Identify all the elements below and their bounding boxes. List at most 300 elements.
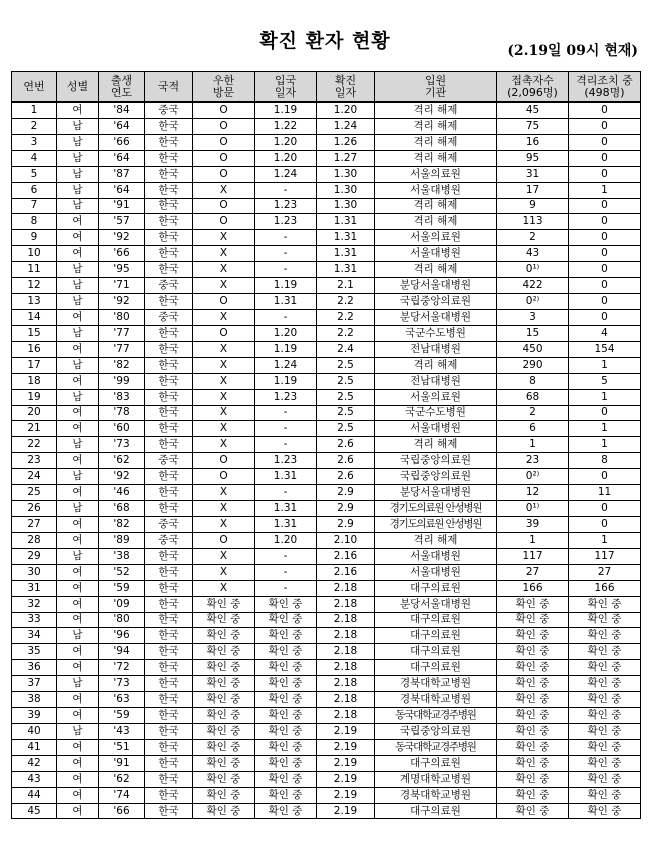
cell-entry-date: 확인 중 bbox=[255, 708, 317, 724]
cell-birth-year: '64 bbox=[99, 118, 145, 134]
cell-quarantine: 27 bbox=[569, 564, 641, 580]
cell-birth-year: '66 bbox=[99, 134, 145, 150]
cell-entry-date: - bbox=[255, 564, 317, 580]
cell-quarantine: 0 bbox=[569, 230, 641, 246]
cell-contacts: 31 bbox=[497, 166, 569, 182]
cell-sex: 여 bbox=[57, 564, 99, 580]
header-no: 연번 bbox=[12, 72, 57, 103]
cell-no: 30 bbox=[12, 564, 57, 580]
cell-sex: 남 bbox=[57, 357, 99, 373]
table-row bbox=[12, 166, 641, 182]
cell-quarantine: 1 bbox=[569, 532, 641, 548]
cell-wuhan-visit: 확인 중 bbox=[193, 723, 255, 739]
cell-quarantine: 1 bbox=[569, 389, 641, 405]
cell-sex: 여 bbox=[57, 102, 99, 118]
cell-no: 14 bbox=[12, 309, 57, 325]
cell-sex: 여 bbox=[57, 230, 99, 246]
cell-birth-year: '94 bbox=[99, 644, 145, 660]
cell-hospital: 서울대병원 bbox=[375, 421, 497, 437]
cell-birth-year: '72 bbox=[99, 660, 145, 676]
cell-entry-date: 1.23 bbox=[255, 453, 317, 469]
cell-no: 3 bbox=[12, 134, 57, 150]
cell-sex: 여 bbox=[57, 660, 99, 676]
cell-entry-date: 확인 중 bbox=[255, 723, 317, 739]
cell-confirm-date: 2.10 bbox=[317, 532, 375, 548]
cell-confirm-date: 1.30 bbox=[317, 166, 375, 182]
cell-quarantine: 1 bbox=[569, 357, 641, 373]
cell-contacts: 1 bbox=[497, 532, 569, 548]
cell-entry-date: 확인 중 bbox=[255, 660, 317, 676]
cell-sex: 여 bbox=[57, 373, 99, 389]
cell-nationality: 중국 bbox=[145, 278, 193, 294]
cell-birth-year: '80 bbox=[99, 309, 145, 325]
cell-quarantine: 117 bbox=[569, 548, 641, 564]
cell-entry-date: - bbox=[255, 262, 317, 278]
cell-sex: 남 bbox=[57, 150, 99, 166]
cell-nationality: 한국 bbox=[145, 596, 193, 612]
cell-hospital: 국군수도병원 bbox=[375, 405, 497, 421]
header-contacts: 접촉자수 (2,096명) bbox=[497, 72, 569, 103]
cell-birth-year: '51 bbox=[99, 739, 145, 755]
cell-birth-year: '95 bbox=[99, 262, 145, 278]
cell-nationality: 한국 bbox=[145, 182, 193, 198]
cell-nationality: 한국 bbox=[145, 723, 193, 739]
header-birth-year: 출생 연도 bbox=[99, 72, 145, 103]
cell-confirm-date: 2.18 bbox=[317, 692, 375, 708]
cell-sex: 여 bbox=[57, 612, 99, 628]
cell-entry-date: 1.23 bbox=[255, 198, 317, 214]
cell-hospital: 대구의료원 bbox=[375, 660, 497, 676]
cell-quarantine: 확인 중 bbox=[569, 692, 641, 708]
cell-nationality: 한국 bbox=[145, 580, 193, 596]
cell-nationality: 한국 bbox=[145, 262, 193, 278]
cell-hospital: 분당서울대병원 bbox=[375, 309, 497, 325]
cell-hospital: 격리 해제 bbox=[375, 102, 497, 118]
cell-nationality: 한국 bbox=[145, 214, 193, 230]
cell-birth-year: '62 bbox=[99, 771, 145, 787]
cell-wuhan-visit: X bbox=[193, 580, 255, 596]
cell-birth-year: '57 bbox=[99, 214, 145, 230]
cell-nationality: 한국 bbox=[145, 294, 193, 310]
cell-wuhan-visit: X bbox=[193, 548, 255, 564]
cell-hospital: 서울대병원 bbox=[375, 182, 497, 198]
table-row bbox=[12, 309, 641, 325]
cell-entry-date: 확인 중 bbox=[255, 596, 317, 612]
cell-quarantine: 확인 중 bbox=[569, 644, 641, 660]
cell-nationality: 한국 bbox=[145, 421, 193, 437]
cell-birth-year: '74 bbox=[99, 787, 145, 803]
cell-birth-year: '43 bbox=[99, 723, 145, 739]
cell-birth-year: '09 bbox=[99, 596, 145, 612]
table-row bbox=[12, 453, 641, 469]
cell-no: 43 bbox=[12, 771, 57, 787]
cell-no: 37 bbox=[12, 676, 57, 692]
cell-contacts: 0¹⁾ bbox=[497, 262, 569, 278]
cell-hospital: 서울의료원 bbox=[375, 389, 497, 405]
cell-confirm-date: 2.18 bbox=[317, 580, 375, 596]
cell-entry-date: 1.23 bbox=[255, 214, 317, 230]
cell-hospital: 격리 해제 bbox=[375, 198, 497, 214]
cell-hospital: 격리 해제 bbox=[375, 134, 497, 150]
cell-contacts: 확인 중 bbox=[497, 803, 569, 819]
cell-wuhan-visit: X bbox=[193, 309, 255, 325]
cell-hospital: 국립중앙의료원 bbox=[375, 453, 497, 469]
cell-contacts: 확인 중 bbox=[497, 612, 569, 628]
header-nationality: 국적 bbox=[145, 72, 193, 103]
cell-confirm-date: 2.1 bbox=[317, 278, 375, 294]
cell-hospital: 대구의료원 bbox=[375, 644, 497, 660]
cell-hospital: 서울의료원 bbox=[375, 230, 497, 246]
cell-wuhan-visit: 확인 중 bbox=[193, 660, 255, 676]
cell-confirm-date: 2.18 bbox=[317, 676, 375, 692]
cell-birth-year: '62 bbox=[99, 453, 145, 469]
cell-nationality: 한국 bbox=[145, 325, 193, 341]
cell-confirm-date: 2.6 bbox=[317, 437, 375, 453]
cell-confirm-date: 2.5 bbox=[317, 373, 375, 389]
cell-contacts: 1 bbox=[497, 437, 569, 453]
cell-entry-date: 1.24 bbox=[255, 357, 317, 373]
cell-no: 42 bbox=[12, 755, 57, 771]
cell-no: 8 bbox=[12, 214, 57, 230]
cell-entry-date: 1.31 bbox=[255, 516, 317, 532]
cell-contacts: 16 bbox=[497, 134, 569, 150]
cell-quarantine: 1 bbox=[569, 421, 641, 437]
cell-hospital: 분당서울대병원 bbox=[375, 596, 497, 612]
cell-nationality: 한국 bbox=[145, 198, 193, 214]
table-row bbox=[12, 532, 641, 548]
cell-nationality: 한국 bbox=[145, 373, 193, 389]
cell-wuhan-visit: 확인 중 bbox=[193, 755, 255, 771]
header-wuhan-visit: 우한 방문 bbox=[193, 72, 255, 103]
cell-quarantine: 166 bbox=[569, 580, 641, 596]
cell-contacts: 2 bbox=[497, 230, 569, 246]
cell-birth-year: '68 bbox=[99, 501, 145, 517]
cell-confirm-date: 2.18 bbox=[317, 644, 375, 660]
cell-birth-year: '91 bbox=[99, 198, 145, 214]
cell-nationality: 한국 bbox=[145, 469, 193, 485]
cell-contacts: 422 bbox=[497, 278, 569, 294]
cell-contacts: 166 bbox=[497, 580, 569, 596]
cell-birth-year: '78 bbox=[99, 405, 145, 421]
cell-confirm-date: 1.27 bbox=[317, 150, 375, 166]
cell-confirm-date: 2.19 bbox=[317, 739, 375, 755]
cell-sex: 여 bbox=[57, 755, 99, 771]
table-row bbox=[12, 485, 641, 501]
cell-contacts: 확인 중 bbox=[497, 755, 569, 771]
cell-confirm-date: 2.2 bbox=[317, 294, 375, 310]
cell-wuhan-visit: 확인 중 bbox=[193, 692, 255, 708]
cell-quarantine: 0 bbox=[569, 516, 641, 532]
cell-wuhan-visit: X bbox=[193, 182, 255, 198]
cell-confirm-date: 1.20 bbox=[317, 102, 375, 118]
cell-entry-date: 1.20 bbox=[255, 134, 317, 150]
cell-nationality: 한국 bbox=[145, 341, 193, 357]
cell-confirm-date: 2.19 bbox=[317, 803, 375, 819]
cell-sex: 여 bbox=[57, 532, 99, 548]
cell-confirm-date: 1.30 bbox=[317, 198, 375, 214]
cell-nationality: 한국 bbox=[145, 548, 193, 564]
cell-wuhan-visit: O bbox=[193, 453, 255, 469]
cell-no: 17 bbox=[12, 357, 57, 373]
cell-no: 32 bbox=[12, 596, 57, 612]
cell-sex: 남 bbox=[57, 723, 99, 739]
cell-wuhan-visit: 확인 중 bbox=[193, 739, 255, 755]
cell-sex: 남 bbox=[57, 548, 99, 564]
cell-entry-date: 1.31 bbox=[255, 469, 317, 485]
cell-confirm-date: 1.30 bbox=[317, 182, 375, 198]
cell-quarantine: 0 bbox=[569, 150, 641, 166]
table-row bbox=[12, 198, 641, 214]
cell-contacts: 확인 중 bbox=[497, 660, 569, 676]
cell-contacts: 15 bbox=[497, 325, 569, 341]
header-entry-date: 입국 일자 bbox=[255, 72, 317, 103]
cell-contacts: 확인 중 bbox=[497, 708, 569, 724]
table-row bbox=[12, 421, 641, 437]
cell-entry-date: - bbox=[255, 230, 317, 246]
cell-nationality: 한국 bbox=[145, 437, 193, 453]
cell-wuhan-visit: X bbox=[193, 437, 255, 453]
cell-wuhan-visit: O bbox=[193, 166, 255, 182]
cell-no: 11 bbox=[12, 262, 57, 278]
cell-confirm-date: 2.19 bbox=[317, 755, 375, 771]
cell-birth-year: '92 bbox=[99, 230, 145, 246]
cell-no: 16 bbox=[12, 341, 57, 357]
cell-no: 40 bbox=[12, 723, 57, 739]
cell-birth-year: '92 bbox=[99, 469, 145, 485]
cell-contacts: 확인 중 bbox=[497, 596, 569, 612]
cell-entry-date: - bbox=[255, 485, 317, 501]
header-row bbox=[12, 72, 641, 103]
cell-birth-year: '71 bbox=[99, 278, 145, 294]
cell-birth-year: '64 bbox=[99, 182, 145, 198]
cell-confirm-date: 2.16 bbox=[317, 564, 375, 580]
cell-hospital: 격리 해제 bbox=[375, 357, 497, 373]
cell-wuhan-visit: 확인 중 bbox=[193, 787, 255, 803]
cell-quarantine: 0 bbox=[569, 198, 641, 214]
cell-birth-year: '96 bbox=[99, 628, 145, 644]
cell-sex: 남 bbox=[57, 676, 99, 692]
cell-no: 7 bbox=[12, 198, 57, 214]
cell-contacts: 확인 중 bbox=[497, 771, 569, 787]
cell-no: 5 bbox=[12, 166, 57, 182]
cell-sex: 여 bbox=[57, 580, 99, 596]
cell-birth-year: '89 bbox=[99, 532, 145, 548]
cell-wuhan-visit: 확인 중 bbox=[193, 803, 255, 819]
cell-sex: 여 bbox=[57, 341, 99, 357]
cell-nationality: 중국 bbox=[145, 453, 193, 469]
cell-hospital: 서울의료원 bbox=[375, 166, 497, 182]
cell-contacts: 확인 중 bbox=[497, 723, 569, 739]
header-confirm-date: 확진 일자 bbox=[317, 72, 375, 103]
cell-no: 12 bbox=[12, 278, 57, 294]
cell-birth-year: '46 bbox=[99, 485, 145, 501]
table-row bbox=[12, 102, 641, 118]
cell-hospital: 격리 해제 bbox=[375, 214, 497, 230]
cell-wuhan-visit: X bbox=[193, 262, 255, 278]
cell-sex: 여 bbox=[57, 787, 99, 803]
cell-hospital: 서울대병원 bbox=[375, 564, 497, 580]
cell-birth-year: '82 bbox=[99, 357, 145, 373]
cell-no: 20 bbox=[12, 405, 57, 421]
cell-wuhan-visit: 확인 중 bbox=[193, 596, 255, 612]
cell-sex: 여 bbox=[57, 739, 99, 755]
cell-entry-date: - bbox=[255, 437, 317, 453]
table-row bbox=[12, 262, 641, 278]
cell-wuhan-visit: O bbox=[193, 150, 255, 166]
cell-quarantine: 5 bbox=[569, 373, 641, 389]
cell-quarantine: 0 bbox=[569, 278, 641, 294]
cell-quarantine: 0 bbox=[569, 405, 641, 421]
cell-quarantine: 0 bbox=[569, 166, 641, 182]
cell-wuhan-visit: X bbox=[193, 357, 255, 373]
cell-quarantine: 0 bbox=[569, 309, 641, 325]
cell-quarantine: 확인 중 bbox=[569, 676, 641, 692]
cell-contacts: 확인 중 bbox=[497, 787, 569, 803]
cell-wuhan-visit: 확인 중 bbox=[193, 708, 255, 724]
cell-wuhan-visit: X bbox=[193, 421, 255, 437]
cell-confirm-date: 2.2 bbox=[317, 325, 375, 341]
cell-nationality: 한국 bbox=[145, 501, 193, 517]
cell-contacts: 8 bbox=[497, 373, 569, 389]
cell-birth-year: '52 bbox=[99, 564, 145, 580]
cell-hospital: 서울대병원 bbox=[375, 548, 497, 564]
cell-wuhan-visit: X bbox=[193, 278, 255, 294]
cell-hospital: 국립중앙의료원 bbox=[375, 294, 497, 310]
cell-hospital: 격리 해제 bbox=[375, 532, 497, 548]
cell-entry-date: 확인 중 bbox=[255, 644, 317, 660]
cell-hospital: 국립중앙의료원 bbox=[375, 723, 497, 739]
cell-contacts: 450 bbox=[497, 341, 569, 357]
cell-wuhan-visit: 확인 중 bbox=[193, 628, 255, 644]
table-row bbox=[12, 755, 641, 771]
cell-sex: 여 bbox=[57, 771, 99, 787]
cell-nationality: 한국 bbox=[145, 803, 193, 819]
cell-no: 36 bbox=[12, 660, 57, 676]
cell-entry-date: 확인 중 bbox=[255, 628, 317, 644]
cell-hospital: 분당서울대병원 bbox=[375, 485, 497, 501]
cell-quarantine: 1 bbox=[569, 437, 641, 453]
cell-wuhan-visit: X bbox=[193, 516, 255, 532]
cell-wuhan-visit: 확인 중 bbox=[193, 612, 255, 628]
cell-hospital: 대구의료원 bbox=[375, 803, 497, 819]
cell-birth-year: '60 bbox=[99, 421, 145, 437]
cell-nationality: 한국 bbox=[145, 612, 193, 628]
cell-entry-date: 확인 중 bbox=[255, 739, 317, 755]
cell-confirm-date: 2.6 bbox=[317, 469, 375, 485]
cell-wuhan-visit: O bbox=[193, 198, 255, 214]
cell-nationality: 한국 bbox=[145, 134, 193, 150]
header-sex: 성별 bbox=[57, 72, 99, 103]
cell-quarantine: 확인 중 bbox=[569, 755, 641, 771]
cell-contacts: 2 bbox=[497, 405, 569, 421]
cell-quarantine: 0 bbox=[569, 102, 641, 118]
as-of-date: (2.19일 09시 현재) bbox=[507, 43, 638, 59]
cell-wuhan-visit: X bbox=[193, 405, 255, 421]
cell-no: 45 bbox=[12, 803, 57, 819]
cell-entry-date: - bbox=[255, 580, 317, 596]
cell-birth-year: '63 bbox=[99, 692, 145, 708]
cell-no: 26 bbox=[12, 501, 57, 517]
cell-entry-date: 1.22 bbox=[255, 118, 317, 134]
cell-birth-year: '82 bbox=[99, 516, 145, 532]
cell-birth-year: '73 bbox=[99, 437, 145, 453]
cell-sex: 남 bbox=[57, 262, 99, 278]
cell-birth-year: '64 bbox=[99, 150, 145, 166]
cell-confirm-date: 1.24 bbox=[317, 118, 375, 134]
cell-entry-date: 확인 중 bbox=[255, 612, 317, 628]
cell-hospital: 동국대학교경주병원 bbox=[375, 739, 497, 755]
cell-contacts: 75 bbox=[497, 118, 569, 134]
cell-nationality: 한국 bbox=[145, 787, 193, 803]
cell-birth-year: '59 bbox=[99, 580, 145, 596]
cell-quarantine: 4 bbox=[569, 325, 641, 341]
cell-sex: 여 bbox=[57, 708, 99, 724]
cell-hospital: 전남대병원 bbox=[375, 341, 497, 357]
cell-no: 1 bbox=[12, 102, 57, 118]
cell-confirm-date: 1.31 bbox=[317, 262, 375, 278]
cell-birth-year: '92 bbox=[99, 294, 145, 310]
table-row bbox=[12, 405, 641, 421]
cell-quarantine: 11 bbox=[569, 485, 641, 501]
cell-quarantine: 154 bbox=[569, 341, 641, 357]
table-row bbox=[12, 612, 641, 628]
cell-no: 6 bbox=[12, 182, 57, 198]
cell-hospital: 격리 해제 bbox=[375, 262, 497, 278]
table-row bbox=[12, 246, 641, 262]
cell-entry-date: 1.19 bbox=[255, 278, 317, 294]
cell-sex: 남 bbox=[57, 118, 99, 134]
cell-confirm-date: 2.5 bbox=[317, 421, 375, 437]
cell-hospital: 대구의료원 bbox=[375, 755, 497, 771]
cell-contacts: 0²⁾ bbox=[497, 469, 569, 485]
cell-quarantine: 확인 중 bbox=[569, 803, 641, 819]
cell-hospital: 격리 해제 bbox=[375, 118, 497, 134]
cell-nationality: 한국 bbox=[145, 405, 193, 421]
cell-quarantine: 0 bbox=[569, 294, 641, 310]
table-row bbox=[12, 389, 641, 405]
cell-entry-date: 확인 중 bbox=[255, 676, 317, 692]
cell-nationality: 한국 bbox=[145, 755, 193, 771]
cell-entry-date: 1.24 bbox=[255, 166, 317, 182]
cell-no: 38 bbox=[12, 692, 57, 708]
cell-sex: 여 bbox=[57, 692, 99, 708]
cell-contacts: 95 bbox=[497, 150, 569, 166]
cell-nationality: 한국 bbox=[145, 660, 193, 676]
cell-hospital: 경기도의료원 안성병원 bbox=[375, 516, 497, 532]
cell-wuhan-visit: O bbox=[193, 102, 255, 118]
cell-quarantine: 0 bbox=[569, 246, 641, 262]
cell-wuhan-visit: O bbox=[193, 118, 255, 134]
table-row bbox=[12, 692, 641, 708]
cell-hospital: 격리 해제 bbox=[375, 150, 497, 166]
table-row bbox=[12, 294, 641, 310]
cell-entry-date: 확인 중 bbox=[255, 692, 317, 708]
table-row bbox=[12, 182, 641, 198]
cell-entry-date: 1.20 bbox=[255, 532, 317, 548]
cell-contacts: 290 bbox=[497, 357, 569, 373]
cell-quarantine: 확인 중 bbox=[569, 771, 641, 787]
cell-entry-date: 1.19 bbox=[255, 341, 317, 357]
cell-birth-year: '73 bbox=[99, 676, 145, 692]
cell-entry-date: 1.31 bbox=[255, 501, 317, 517]
cell-contacts: 27 bbox=[497, 564, 569, 580]
cell-entry-date: - bbox=[255, 182, 317, 198]
table-row bbox=[12, 214, 641, 230]
cell-contacts: 확인 중 bbox=[497, 628, 569, 644]
cell-sex: 남 bbox=[57, 469, 99, 485]
cell-confirm-date: 1.31 bbox=[317, 214, 375, 230]
cell-quarantine: 확인 중 bbox=[569, 660, 641, 676]
